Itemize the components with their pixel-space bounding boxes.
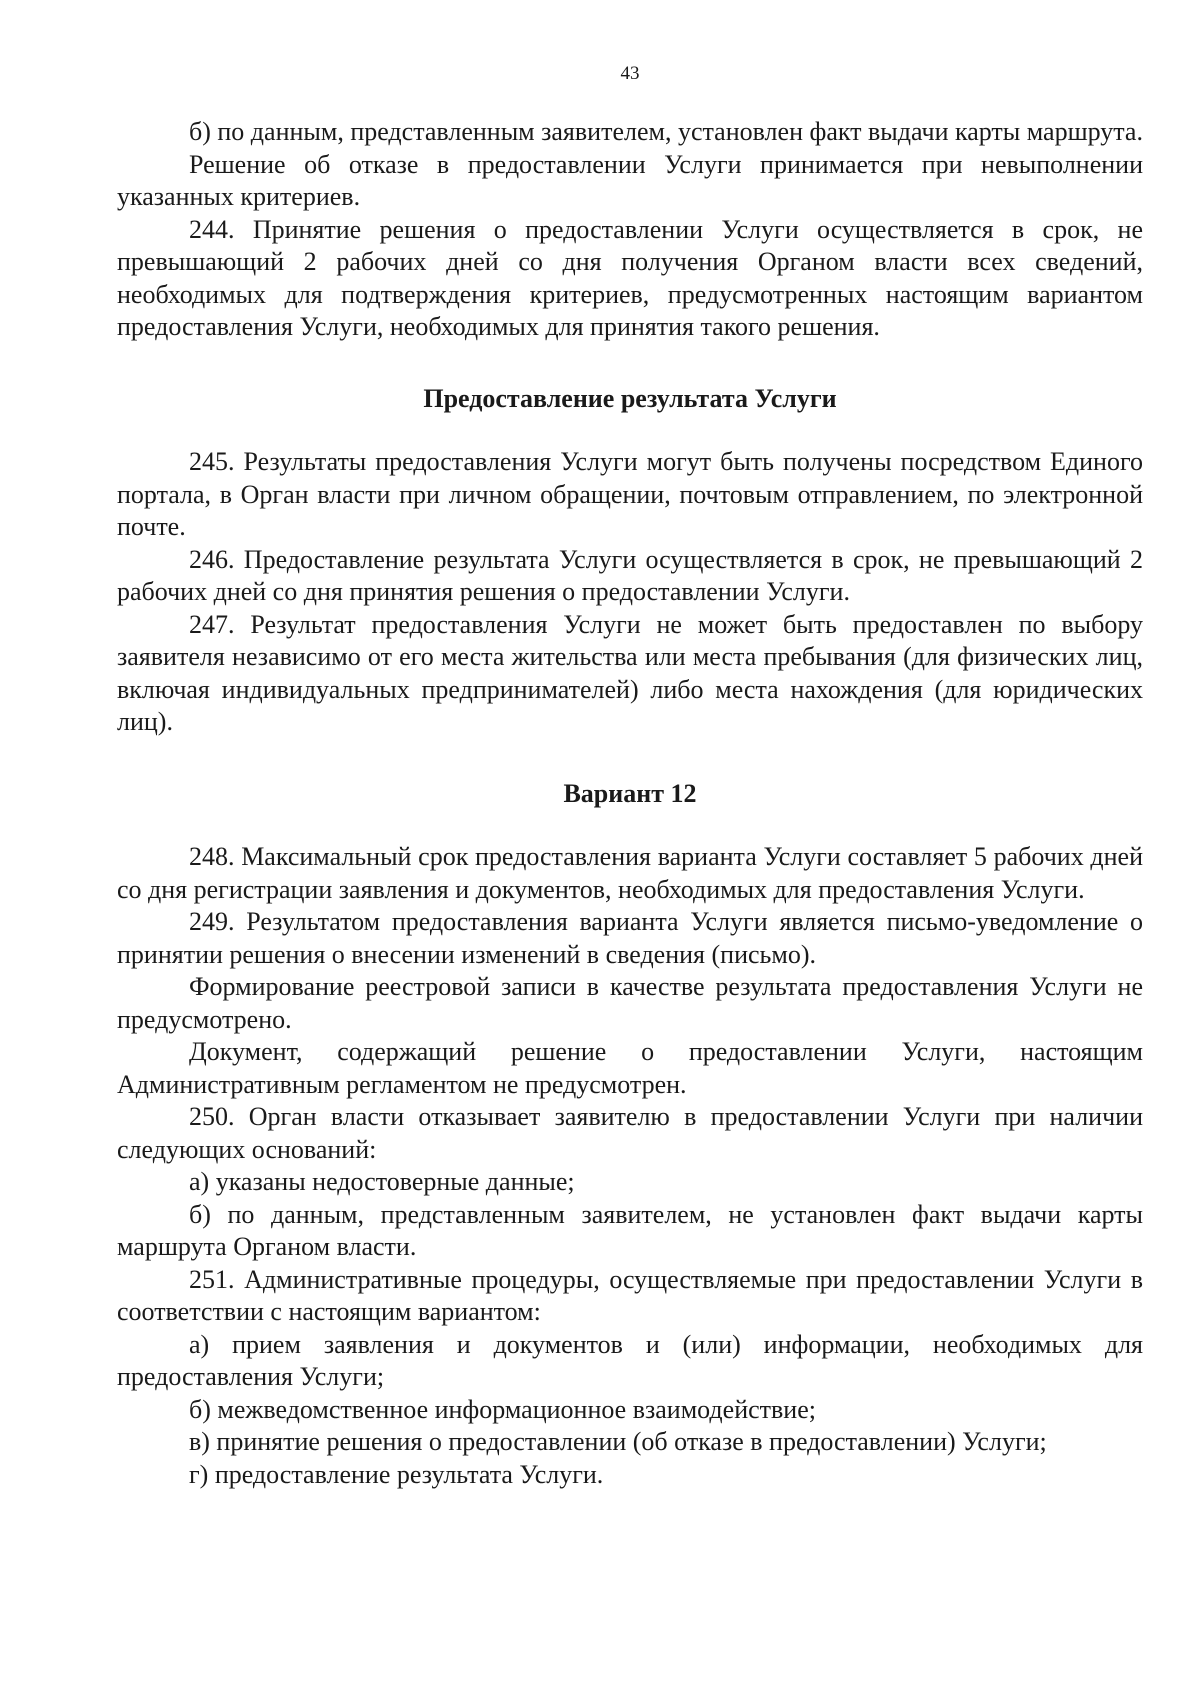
paragraph: Документ, содержащий решение о предоставлении Услуги, настоящим Административным регламентом не предусмотрен. xyxy=(117,1037,1143,1099)
paragraph: 245. Результаты предоставления Услуги могут быть получены посредством Единого портала, в Орган власти при личном обращении, почтовым отправлением, по электронной почте. xyxy=(117,447,1143,541)
paragraph: 246. Предоставление результата Услуги осуществляется в срок, не превышающий 2 рабочих дней со дня принятия решения о предоставлении Услуги. xyxy=(117,544,1143,606)
paragraph: 244. Принятие решения о предоставлении Услуги осуществляется в срок, не превышающий 2 рабочих дней со дня получения Органом власти всех сведений, необходимых для подтверждения критериев, предусмотренных настоящим вариантом предоставления Услуги, необходимых для принятия такого решения. xyxy=(117,214,1143,341)
list-item: б) межведомственное информационное взаимодействие; xyxy=(189,1394,816,1424)
section-heading-result: Предоставление результата Услуги xyxy=(423,383,837,413)
section-heading-variant: Вариант 12 xyxy=(563,778,697,808)
list-item: г) предоставление результата Услуги. xyxy=(189,1459,604,1489)
paragraph: Формирование реестровой записи в качестве результата предоставления Услуги не предусмотрено. xyxy=(117,972,1143,1034)
page-number: 43 xyxy=(620,63,640,84)
paragraph: 250. Орган власти отказывает заявителю в предоставлении Услуги при наличии следующих оснований: xyxy=(117,1102,1143,1164)
list-item: а) указаны недостоверные данные; xyxy=(189,1167,575,1196)
list-item: а) прием заявления и документов и (или) информации, необходимых для предоставления Услуги; xyxy=(117,1329,1143,1391)
document-page xyxy=(117,62,1143,1491)
list-item: в) принятие решения о предоставлении (об отказе в предоставлении) Услуги; xyxy=(189,1427,1047,1456)
paragraph: 249. Результатом предоставления варианта Услуги является письмо-уведомление о принятии решения о внесении изменений в сведения (письмо). xyxy=(117,907,1143,969)
paragraph: Решение об отказе в предоставлении Услуги принимается при невыполнении указанных критериев. xyxy=(117,149,1143,211)
paragraph: 247. Результат предоставления Услуги не может быть предоставлен по выбору заявителя независимо от его места жительства или места пребывания (для физических лиц, включая индивидуальных предпринимателей) либо места нахождения (для юридических лиц). xyxy=(117,609,1143,736)
paragraph: б) по данным, представленным заявителем, установлен факт выдачи карты маршрута. xyxy=(189,117,1143,146)
paragraph: 248. Максимальный срок предоставления варианта Услуги составляет 5 рабочих дней со дня регистрации заявления и документов, необходимых для предоставления Услуги. xyxy=(117,842,1143,904)
list-item: б) по данным, представленным заявителем, не установлен факт выдачи карты маршрута Органом власти. xyxy=(117,1199,1143,1261)
paragraph: 251. Административные процедуры, осуществляемые при предоставлении Услуги в соответствии с настоящим вариантом: xyxy=(117,1264,1143,1326)
